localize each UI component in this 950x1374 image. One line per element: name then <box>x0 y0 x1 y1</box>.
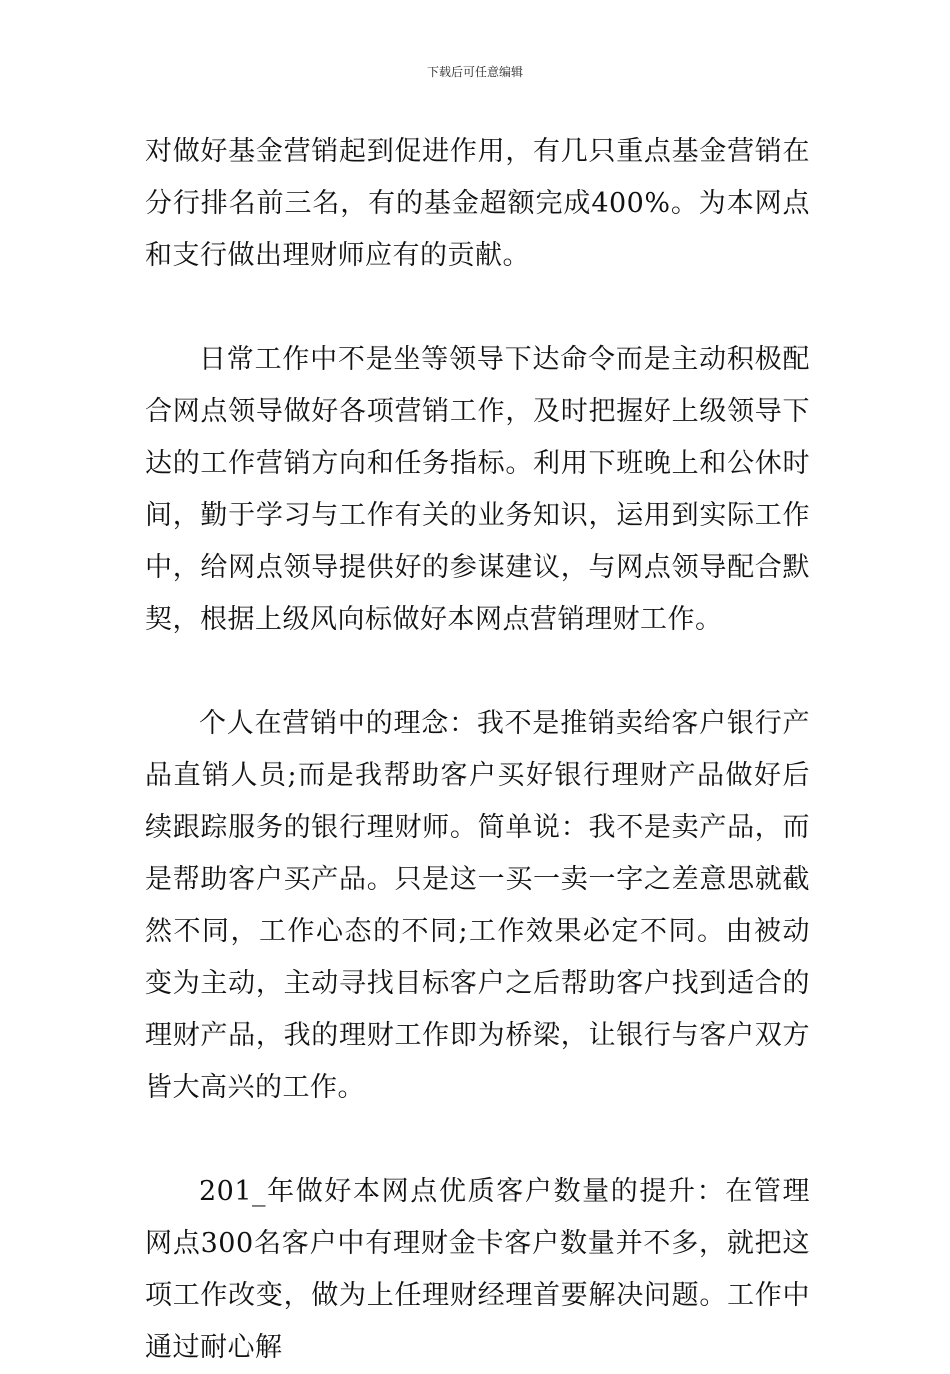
paragraph-1: 对做好基金营销起到促进作用，有几只重点基金营销在分行排名前三名，有的基金超额完成400%。为本网点和支行做出理财师应有的贡献。 <box>145 136 810 271</box>
paragraph-4: 201_年做好本网点优质客户数量的提升：在管理网点300名客户中有理财金卡客户数量并不多，就把这项工作改变，做为上任理财经理首要解决问题。工作中通过耐心解 <box>145 1176 810 1363</box>
paragraph-2: 日常工作中不是坐等领导下达命令而是主动积极配合网点领导做好各项营销工作，及时把握好上级领导下达的工作营销方向和任务指标。利用下班晚上和公休时间，勤于学习与工作有关的业务知识，运用到实际工作中，给网点领导提供好的参谋建议，与网点领导配合默契，根据上级风向标做好本网点营销理财工作。 <box>145 344 810 635</box>
paragraph-3: 个人在营销中的理念：我不是推销卖给客户银行产品直销人员;而是我帮助客户买好银行理财产品做好后续跟踪服务的银行理财师。简单说：我不是卖产品，而是帮助客户买产品。只是这一买一卖一字之差意思就截然不同，工作心态的不同;工作效果必定不同。由被动变为主动，主动寻找目标客户之后帮助客户找到适合的理财产品，我的理财工作即为桥梁，让银行与客户双方皆大高兴的工作。 <box>145 708 810 1103</box>
document-body <box>145 126 810 1374</box>
page-header-note: 下载后可任意编辑 <box>426 65 523 79</box>
